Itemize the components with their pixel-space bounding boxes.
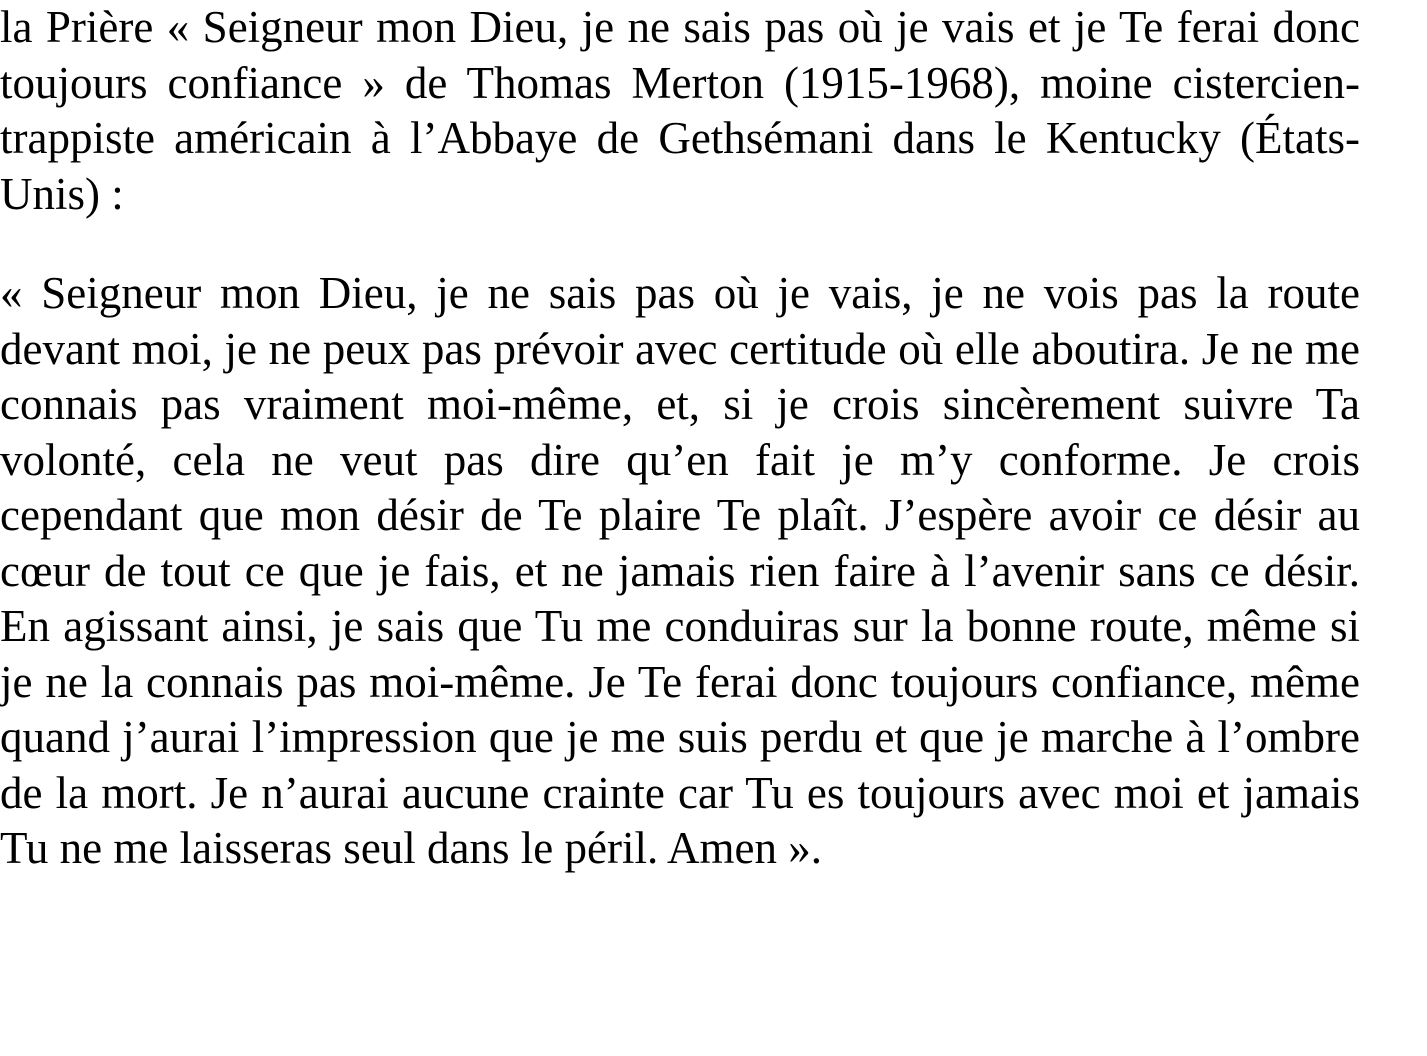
intro-paragraph: la Prière « Seigneur mon Dieu, je ne sais pas où je vais et je Te ferai donc toujours confiance » de Thomas Merton (1915-1968), moine cistercien-trappiste américain à l’Abbaye de Gethsémani dans le Kentucky (États-Unis) : [0, 2, 1360, 219]
prayer-paragraph: « Seigneur mon Dieu, je ne sais pas où je vais, je ne vois pas la route devant moi, je ne peux pas prévoir avec certitude où elle aboutira. Je ne me connais pas vraiment moi-même, et, si je crois sincèrement suivre Ta volonté, cela ne veut pas dire qu’en fait je m’y conforme. Je crois cependant que mon désir de Te plaire Te plaît. J’espère avoir ce désir au cœur de tout ce que je fais, et ne jamais rien faire à l’avenir sans ce désir. En agissant ainsi, je sais que Tu me conduiras sur la bonne route, même si je ne la connais pas moi-même. Je Te ferai donc toujours confiance, même quand j’aurai l’impression que je me suis perdu et que je marche à l’ombre de la mort. Je n’aurai aucune crainte car Tu es toujours avec moi et jamais Tu ne me laisseras seul dans le péril. Amen ». [0, 268, 1360, 873]
